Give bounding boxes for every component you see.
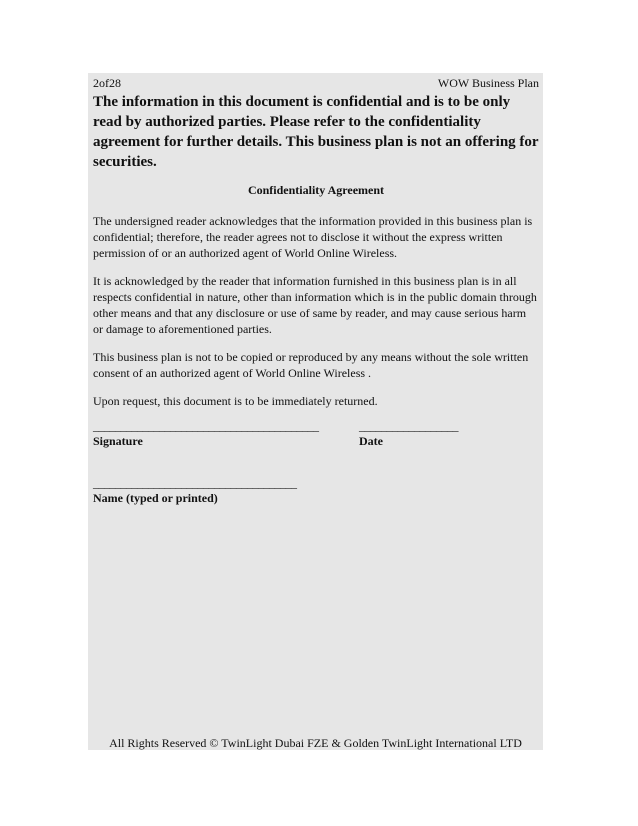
date-field[interactable] (359, 420, 458, 448)
page-number: 2of28 (93, 76, 121, 90)
signature-field[interactable] (93, 420, 319, 448)
name-line: _____________________________________ (93, 476, 297, 490)
agreement-paragraph-2: It is acknowledged by the reader that information furnished in this business plan is in all respects confidential in nature, other than information which is in the public domain through other means and that any disclosure or use of same by reader, and may cause serious harm or damage to aforementioned parties. (93, 274, 537, 336)
agreement-paragraph-4: Upon request, this document is to be immediately returned. (93, 394, 378, 408)
name-label: Name (typed or printed) (93, 491, 218, 505)
date-label: Date (359, 434, 383, 448)
page-content (93, 76, 539, 409)
agreement-paragraph-1: The undersigned reader acknowledges that the information provided in this business plan is confidential; therefore, the reader agrees not to disclose it without the express written permission of or an authorized agent of World Online Wireless. (93, 214, 533, 260)
signature-label: Signature (93, 434, 143, 448)
name-field[interactable] (93, 477, 297, 505)
agreement-title: Confidentiality Agreement (247, 183, 385, 197)
confidentiality-notice: The information in this document is confidential and is to be only read by authorized parties. Please refer to the confidentiality agreement for further details. This business plan is not an offering for securities. (93, 94, 539, 170)
page-header (93, 76, 539, 90)
date-line: __________________ (359, 419, 458, 433)
signature-line: _________________________________________ (93, 419, 319, 433)
agreement-paragraph-3: This business plan is not to be copied or reproduced by any means without the sole written consent of an authorized agent of World Online Wireless . (93, 350, 529, 380)
document-title: WOW Business Plan (437, 76, 539, 90)
page-footer: All Rights Reserved © TwinLight Dubai FZE & Golden TwinLight International LTD (109, 736, 522, 750)
